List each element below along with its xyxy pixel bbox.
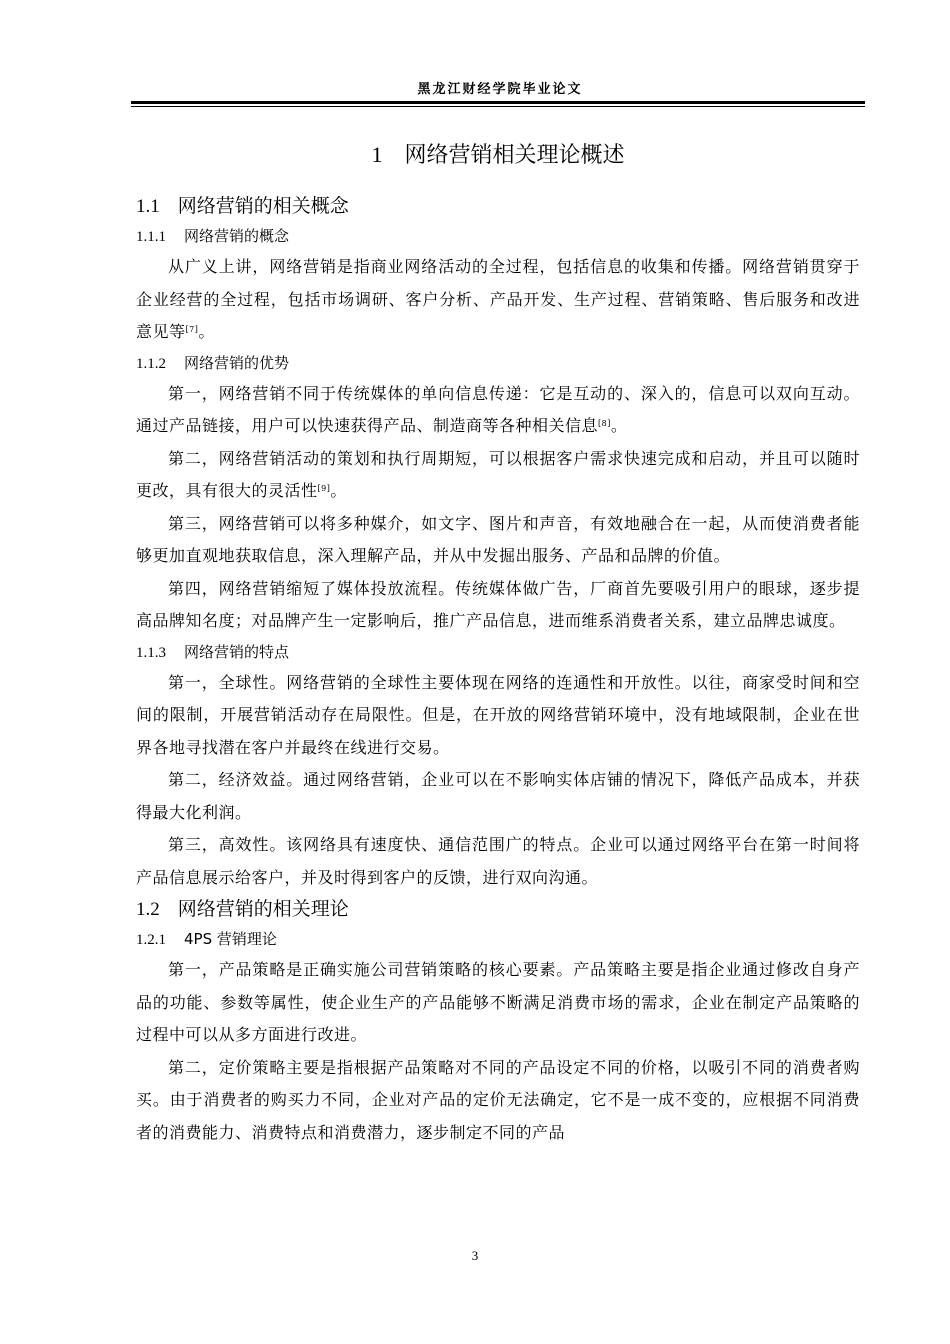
paragraph-text: 第二，经济效益。通过网络营销，企业可以在不影响实体店铺的情况下，降低产品成本，并获得最大化利润。 bbox=[136, 770, 860, 822]
subsection-title: 网络营销的概念 bbox=[184, 227, 290, 245]
header-rule-thick bbox=[131, 101, 865, 104]
citation-marker: [9] bbox=[317, 484, 331, 493]
subsection-heading bbox=[136, 349, 860, 378]
body-paragraph bbox=[136, 829, 860, 894]
paragraph-end: 。 bbox=[330, 481, 347, 500]
body-paragraph bbox=[136, 251, 860, 349]
subsection-title: 网络营销的优势 bbox=[184, 353, 290, 372]
body-paragraph bbox=[136, 443, 860, 508]
paragraph-text: 第一，网络营销不同于传统媒体的单向信息传递：它是互动的、深入的，信息可以双向互动。通过产品链接，用户可以快速获得产品、制造商等各种相关信息 bbox=[136, 383, 860, 435]
chapter-title bbox=[136, 138, 860, 173]
paragraph-end: 。 bbox=[610, 416, 628, 435]
section-number: 1.1 bbox=[136, 196, 160, 217]
citation-marker: [8] bbox=[598, 419, 611, 428]
sections bbox=[136, 191, 860, 1149]
paragraph-text: 第二，网络营销活动的策划和执行周期短，可以根据客户需求快速完成和启动，并且可以随时更改，具有很大的灵活性 bbox=[136, 448, 860, 500]
body-paragraph bbox=[136, 573, 860, 638]
section-title: 网络营销的相关概念 bbox=[177, 195, 349, 217]
section-heading bbox=[136, 191, 860, 222]
subsection-heading bbox=[136, 222, 860, 251]
paragraph-text: 第三，高效性。该网络具有速度快、通信范围广的特点。企业可以通过网络平台在第一时间将产品信息展示给客户，并及时得到客户的反馈，进行双向沟通。 bbox=[136, 835, 860, 887]
paragraph-text: 第一，产品策略是正确实施公司营销策略的核心要素。产品策略主要是指企业通过修改自身产品的功能、参数等属性，使企业生产的产品能够不断满足消费市场的需求，企业在制定产品策略的过程中可以从多方面进行改进。 bbox=[136, 960, 860, 1044]
chapter-title-text: 网络营销相关理论概述 bbox=[404, 143, 625, 168]
subsection-number: 1.2.1 bbox=[136, 932, 166, 948]
page-number: 3 bbox=[471, 1248, 479, 1263]
section-number: 1.2 bbox=[136, 899, 160, 920]
section-title: 网络营销的相关理论 bbox=[177, 898, 349, 920]
body-paragraph bbox=[136, 508, 860, 573]
body-paragraph bbox=[136, 1052, 860, 1150]
paragraph-text: 第二，定价策略主要是指根据产品策略对不同的产品设定不同的价格，以吸引不同的消费者购买。由于消费者的购买力不同，企业对产品的定价无法确定，它不是一成不变的，应根据不同消费者的消费能力、消费特点和消费潜力，逐步制定不同的产品 bbox=[136, 1057, 860, 1142]
paragraph-text: 第一，全球性。网络营销的全球性主要体现在网络的连通性和开放性。以往，商家受时间和空间的限制，开展营销活动存在局限性。但是，在开放的网络营销环境中，没有地域限制，企业在世界各地寻找潜在客户并最终在线进行交易。 bbox=[136, 672, 860, 757]
subsection-number: 1.1.2 bbox=[136, 355, 166, 372]
subsection-heading bbox=[136, 925, 860, 954]
subsection-title: 4PS 营销理论 bbox=[184, 930, 277, 948]
paragraph-text: 第三，网络营销可以将多种媒介，如文字、图片和声音，有效地融合在一起，从而使消费者能够更加直观地获取信息，深入理解产品，并从中发掘出服务、产品和品牌的价值。 bbox=[136, 513, 860, 565]
subsection-number: 1.1.1 bbox=[136, 229, 166, 245]
header-rule-thin bbox=[131, 106, 865, 107]
section-heading bbox=[136, 894, 860, 925]
chapter-number: 1 bbox=[371, 142, 383, 167]
paragraph-end: 。 bbox=[198, 322, 215, 341]
body-paragraph bbox=[136, 954, 860, 1052]
running-header: 黑龙江财经学院毕业论文 bbox=[417, 82, 583, 97]
body-paragraph bbox=[136, 667, 860, 765]
paragraph-text: 从广义上讲，网络营销是指商业网络活动的全过程，包括信息的收集和传播。网络营销贯穿于企业经营的全过程，包括市场调研、客户分析、产品开发、生产过程、营销策略、售后服务和改进意见等 bbox=[136, 257, 860, 341]
body-paragraph bbox=[136, 378, 860, 443]
subsection-title: 网络营销的特点 bbox=[184, 642, 290, 661]
paragraph-text: 第四，网络营销缩短了媒体投放流程。传统媒体做广告，厂商首先要吸引用户的眼球，逐步提高品牌知名度；对品牌产生一定影响后，推广产品信息，进而维系消费者关系，建立品牌忠诚度。 bbox=[136, 578, 860, 630]
citation-marker: [7] bbox=[185, 325, 199, 334]
page-body bbox=[136, 138, 860, 1149]
body-paragraph bbox=[136, 764, 860, 829]
subsection-heading bbox=[136, 638, 860, 667]
subsection-number: 1.1.3 bbox=[136, 644, 166, 661]
